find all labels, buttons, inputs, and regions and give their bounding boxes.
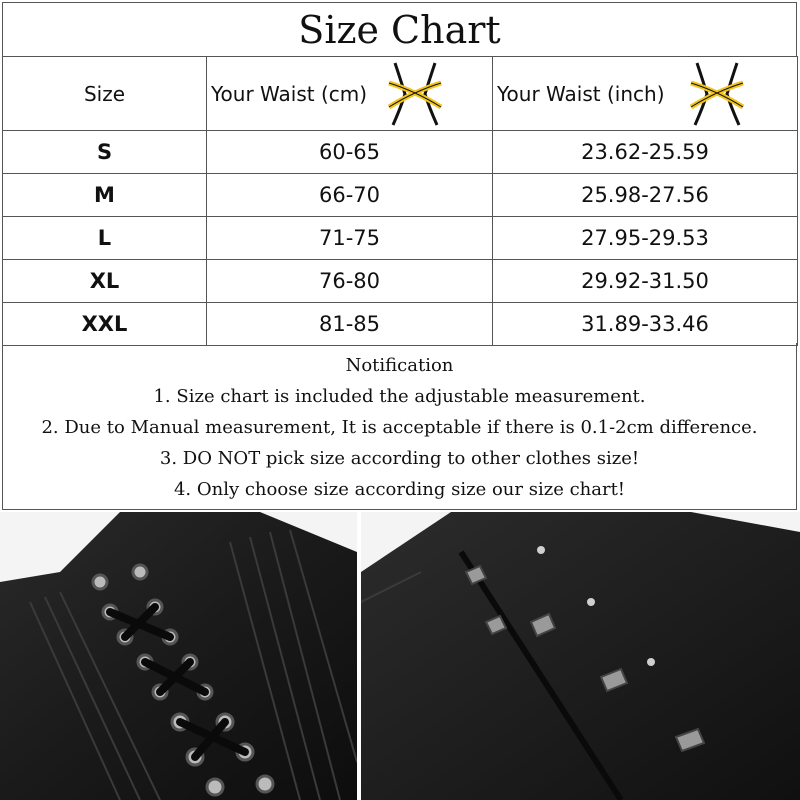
table-row (3, 260, 798, 303)
size-cell: M (3, 174, 207, 217)
waist-cm-cell: 60-65 (207, 131, 493, 174)
corset-lacing-photo (0, 512, 357, 800)
size-cell: S (3, 131, 207, 174)
header-waist-cm (207, 57, 493, 131)
table-row (3, 303, 798, 346)
table-header-row (3, 57, 798, 131)
header-size: Size (3, 57, 207, 131)
corset-busk-image (361, 512, 800, 800)
header-waist-inch (493, 57, 798, 131)
waist-inch-cell: 23.62-25.59 (493, 131, 798, 174)
notification-line: 1. Size chart is included the adjustable measurement. (153, 386, 646, 407)
notification-line: 2. Due to Manual measurement, It is acceptable if there is 0.1-2cm difference. (41, 417, 758, 438)
product-photos (0, 512, 800, 800)
waist-cm-cell: 81-85 (207, 303, 493, 346)
waist-measure-icon (687, 61, 747, 127)
waist-inch-cell: 27.95-29.53 (493, 217, 798, 260)
waist-inch-cell: 29.92-31.50 (493, 260, 798, 303)
notification-line: 3. DO NOT pick size according to other clothes size! (159, 448, 640, 469)
table-row (3, 174, 798, 217)
size-cell: XXL (3, 303, 207, 346)
waist-cm-cell: 66-70 (207, 174, 493, 217)
notification-box (2, 343, 797, 510)
waist-measure-icon (385, 61, 445, 127)
size-table (2, 56, 798, 346)
size-cell: L (3, 217, 207, 260)
header-waist-cm-label: Your Waist (cm) (211, 81, 368, 106)
waist-inch-cell: 25.98-27.56 (493, 174, 798, 217)
corset-lacing-image (0, 512, 357, 800)
table-row (3, 217, 798, 260)
corset-busk-photo (361, 512, 800, 800)
chart-title: Size Chart (2, 2, 797, 57)
waist-inch-cell: 31.89-33.46 (493, 303, 798, 346)
waist-cm-cell: 71-75 (207, 217, 493, 260)
notification-title: Notification (345, 355, 454, 376)
table-row (3, 131, 798, 174)
notification-line: 4. Only choose size according size our size chart! (173, 479, 626, 500)
waist-cm-cell: 76-80 (207, 260, 493, 303)
size-cell: XL (3, 260, 207, 303)
header-waist-inch-label: Your Waist (inch) (497, 81, 665, 106)
